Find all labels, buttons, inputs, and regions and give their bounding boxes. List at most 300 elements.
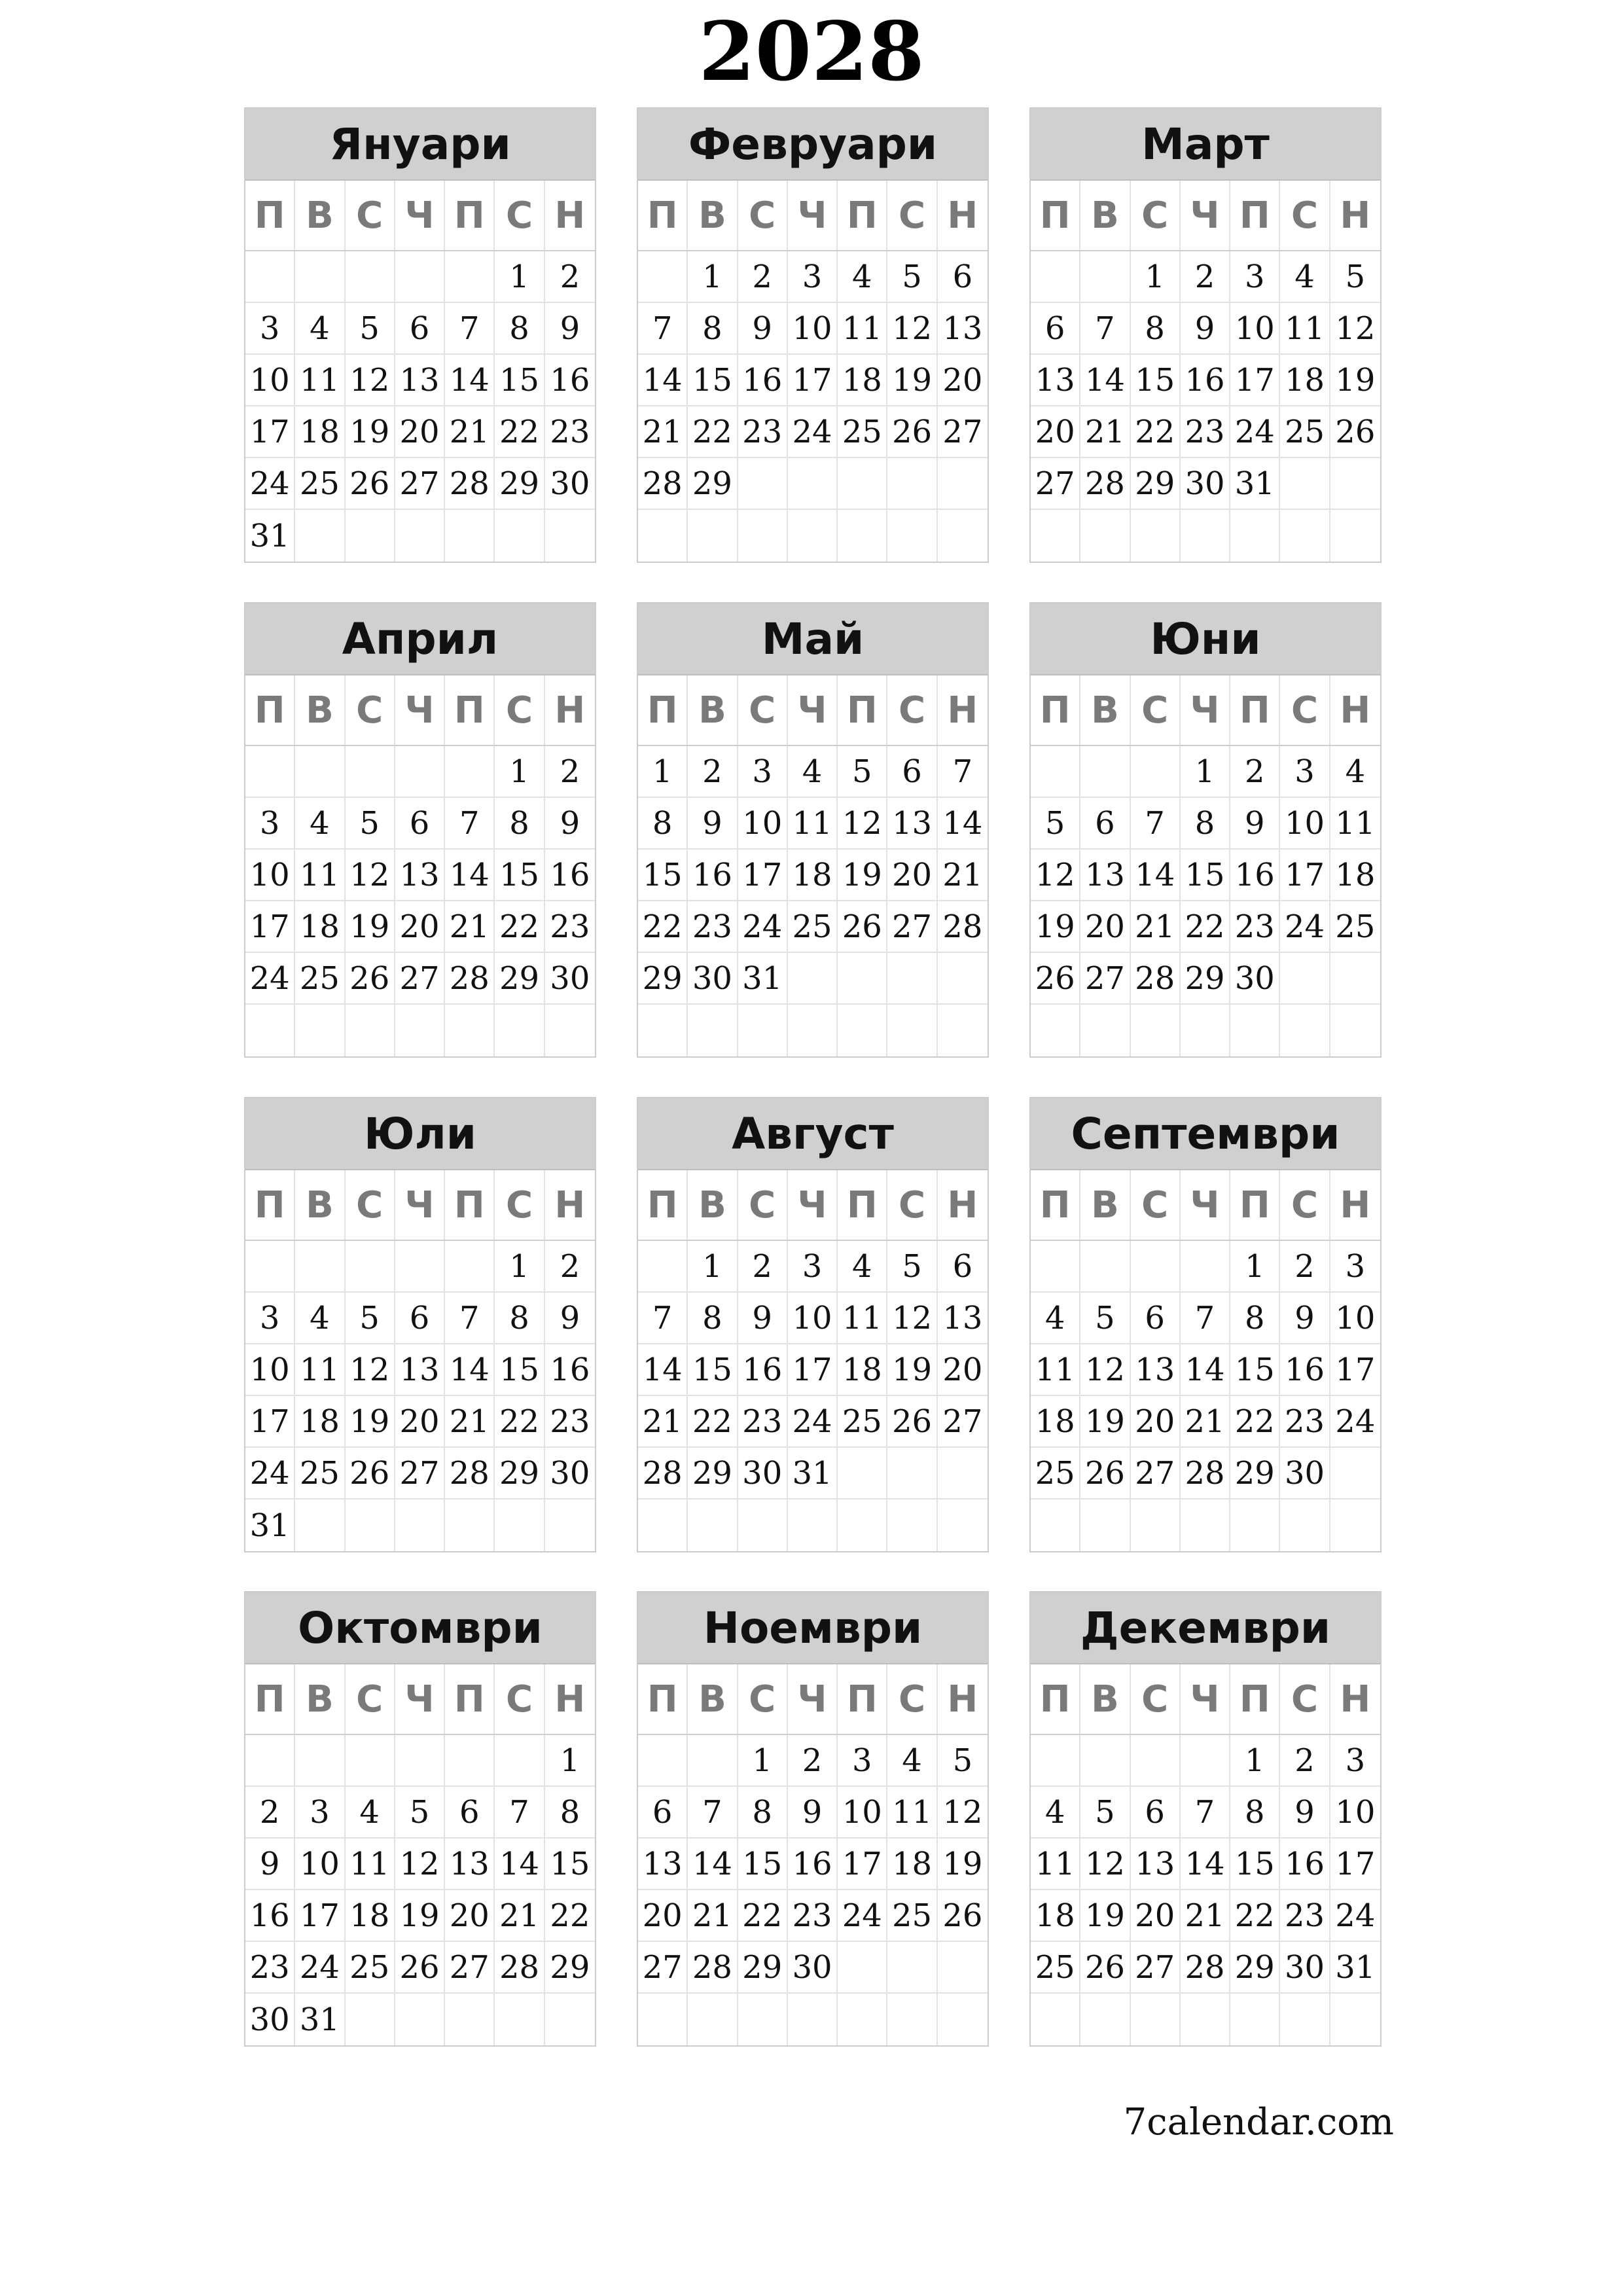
day-cell [295,746,345,798]
day-cell: 10 [295,1839,345,1890]
day-cell: 17 [245,406,295,458]
day-cell: 27 [1031,458,1080,510]
day-cell: 17 [1280,850,1330,901]
day-cell: 16 [1280,1839,1330,1890]
day-cell: 20 [1031,406,1080,458]
day-cell: 13 [638,1839,688,1890]
day-cell: 14 [1181,1839,1230,1890]
day-cell: 15 [495,355,544,406]
day-cell [1031,251,1080,303]
day-cell [346,510,395,562]
day-cell: 29 [688,458,738,510]
day-cell: 29 [738,1942,788,1994]
day-cell: 20 [1131,1396,1181,1448]
day-cell [445,1994,495,2045]
day-cell: 28 [938,901,988,953]
day-cell: 27 [887,901,937,953]
day-cell: 26 [1330,406,1380,458]
weekday-label: С [887,1170,937,1240]
day-cell [495,1735,544,1787]
day-cell: 9 [545,798,595,850]
day-cell [346,746,395,798]
weekday-label: С [1131,181,1181,250]
weekday-header-row [245,675,595,746]
day-cell: 3 [1330,1735,1380,1787]
day-cell: 4 [1330,746,1380,798]
weekday-label: П [445,181,495,250]
day-cell: 14 [1080,355,1130,406]
day-cell: 10 [1330,1293,1380,1344]
day-cell: 15 [738,1839,788,1890]
day-cell: 20 [938,355,988,406]
day-cell: 20 [1080,901,1130,953]
weekday-label: В [295,1170,345,1240]
month-block [1029,1591,1382,2047]
year-title: 2028 [698,5,925,99]
day-cell: 2 [245,1787,295,1839]
day-cell: 5 [838,746,887,798]
day-cell [1280,1994,1330,2045]
weekday-label: В [1080,1664,1130,1734]
day-cell [1131,1994,1181,2045]
weekday-label: П [1230,675,1280,745]
day-cell: 9 [245,1839,295,1890]
day-cell: 24 [1330,1890,1380,1942]
day-cell: 18 [1280,355,1330,406]
day-cell: 29 [1131,458,1181,510]
day-cell [445,1735,495,1787]
day-cell: 3 [1230,251,1280,303]
day-cell: 6 [445,1787,495,1839]
day-cell: 14 [445,850,495,901]
day-cell: 15 [638,850,688,901]
day-cell: 23 [245,1942,295,1994]
weekday-label: С [346,675,395,745]
day-cell: 30 [788,1942,838,1994]
weekday-label: В [1080,1170,1130,1240]
day-cell: 28 [495,1942,544,1994]
day-cell: 16 [1280,1344,1330,1396]
day-cell: 3 [788,251,838,303]
weekday-label: П [1230,181,1280,250]
day-cell: 4 [838,251,887,303]
day-cell: 13 [1131,1344,1181,1396]
day-cell: 10 [245,1344,295,1396]
day-cell [545,1499,595,1551]
day-cell: 25 [838,406,887,458]
day-cell: 3 [245,798,295,850]
day-cell: 19 [1080,1890,1130,1942]
day-cell: 10 [1330,1787,1380,1839]
day-cell: 18 [295,406,345,458]
day-cell: 9 [738,1293,788,1344]
day-cell: 1 [1131,251,1181,303]
day-cell: 5 [938,1735,988,1787]
day-cell: 19 [887,355,937,406]
month-block [1029,602,1382,1058]
day-cell [1031,510,1080,562]
weekday-label: С [346,1664,395,1734]
day-cell [938,1942,988,1994]
day-cell: 5 [346,798,395,850]
day-cell [495,1994,544,2045]
day-cell: 31 [788,1448,838,1499]
day-cell [1131,1499,1181,1551]
day-cell: 21 [938,850,988,901]
day-cell: 7 [938,746,988,798]
day-cell: 2 [788,1735,838,1787]
day-cell: 15 [688,1344,738,1396]
day-cell [887,1942,937,1994]
day-cell: 23 [1280,1890,1330,1942]
day-cell: 8 [1181,798,1230,850]
weekday-label: Н [947,1677,978,1721]
day-cell [688,1994,738,2045]
day-cell: 8 [545,1787,595,1839]
day-cell: 18 [838,1344,887,1396]
weekday-label: С [738,1170,788,1240]
weekday-label: В [1080,675,1130,745]
weekday-label: В [295,675,345,745]
day-cell: 8 [495,1293,544,1344]
day-cell: 7 [638,303,688,355]
day-cell [788,1005,838,1056]
day-cell: 5 [1330,251,1380,303]
day-cell: 22 [495,406,544,458]
day-cell: 5 [887,251,937,303]
day-cell: 31 [1330,1942,1380,1994]
day-cell: 12 [346,355,395,406]
day-cell: 16 [1230,850,1280,901]
day-cell: 18 [887,1839,937,1890]
weekday-label: В [1080,181,1130,250]
day-cell: 29 [1230,1448,1280,1499]
day-cell [838,510,887,562]
day-cell: 21 [495,1890,544,1942]
day-cell [1181,510,1230,562]
day-cell: 14 [638,1344,688,1396]
day-cell: 26 [346,458,395,510]
day-cell: 23 [1181,406,1230,458]
weekday-label: П [838,1664,887,1734]
weekday-label: Ч [395,1170,445,1240]
weekday-label: П [1230,1170,1280,1240]
day-cell: 27 [445,1942,495,1994]
day-cell: 18 [295,1396,345,1448]
day-cell: 10 [838,1787,887,1839]
day-cell: 14 [938,798,988,850]
day-cell [1031,1499,1080,1551]
weekday-label: П [245,1170,295,1240]
day-cell: 12 [1080,1344,1130,1396]
day-cell: 30 [1230,953,1280,1005]
weekday-label: П [1031,1664,1080,1734]
day-cell [445,1005,495,1056]
weekday-label: Н [1340,194,1371,237]
weekday-label: Н [947,1183,978,1227]
month-name: Август [638,1098,988,1170]
day-cell: 27 [1080,953,1130,1005]
day-cell: 21 [1080,406,1130,458]
day-cell: 28 [1181,1942,1230,1994]
day-cell [1230,1994,1280,2045]
day-cell [638,251,688,303]
days-grid [638,746,988,1056]
month-name: Декември [1031,1592,1380,1664]
month-name: Септември [1031,1098,1380,1170]
day-cell: 16 [688,850,738,901]
day-cell: 13 [938,1293,988,1344]
weekday-label: П [838,675,887,745]
weekday-label: С [887,181,937,250]
weekday-label: П [1031,1170,1080,1240]
day-cell: 28 [445,458,495,510]
day-cell [738,1499,788,1551]
day-cell [1080,746,1130,798]
weekday-label: П [245,675,295,745]
day-cell [1131,746,1181,798]
days-grid [1031,746,1380,1056]
month-block [637,1591,989,2047]
day-cell: 10 [788,303,838,355]
day-cell: 24 [245,1448,295,1499]
day-cell: 19 [838,850,887,901]
day-cell: 28 [445,1448,495,1499]
weekday-label: С [1280,181,1330,250]
day-cell: 23 [738,1396,788,1448]
day-cell [346,1241,395,1293]
day-cell: 14 [688,1839,738,1890]
day-cell: 3 [245,1293,295,1344]
weekday-label: Ч [1181,1664,1230,1734]
day-cell [738,1994,788,2045]
day-cell: 17 [788,355,838,406]
day-cell [445,510,495,562]
day-cell [245,251,295,303]
weekday-label: П [838,181,887,250]
day-cell: 8 [738,1787,788,1839]
day-cell: 7 [445,1293,495,1344]
day-cell: 31 [245,1499,295,1551]
day-cell: 11 [295,850,345,901]
day-cell: 21 [1181,1396,1230,1448]
day-cell: 14 [638,355,688,406]
day-cell: 22 [738,1890,788,1942]
day-cell [688,1499,738,1551]
day-cell [346,1735,395,1787]
day-cell: 5 [1080,1293,1130,1344]
day-cell [1230,1499,1280,1551]
day-cell: 25 [346,1942,395,1994]
day-cell [445,1499,495,1551]
day-cell: 15 [1131,355,1181,406]
month-name: Юли [245,1098,595,1170]
day-cell: 23 [545,901,595,953]
day-cell: 28 [638,458,688,510]
month-block [1029,107,1382,563]
day-cell: 12 [346,850,395,901]
weekday-label: В [688,1664,738,1734]
day-cell: 16 [1181,355,1230,406]
day-cell [788,1499,838,1551]
day-cell: 26 [887,406,937,458]
day-cell: 17 [1330,1344,1380,1396]
day-cell [545,1005,595,1056]
day-cell [887,953,937,1005]
month-name: Ноември [638,1592,988,1664]
day-cell: 14 [1131,850,1181,901]
day-cell: 6 [1031,303,1080,355]
day-cell: 8 [688,303,738,355]
day-cell: 9 [1230,798,1280,850]
day-cell [1031,1241,1080,1293]
weekday-label: С [887,1664,937,1734]
day-cell: 3 [738,746,788,798]
month-name: Юни [1031,603,1380,675]
day-cell [838,458,887,510]
day-cell: 1 [1181,746,1230,798]
weekday-label: П [1230,1664,1280,1734]
day-cell: 24 [1230,406,1280,458]
day-cell [295,1735,345,1787]
day-cell [1330,510,1380,562]
day-cell: 3 [245,303,295,355]
day-cell: 1 [638,746,688,798]
day-cell: 5 [1031,798,1080,850]
day-cell [887,1499,937,1551]
day-cell: 3 [838,1735,887,1787]
day-cell [638,1735,688,1787]
weekday-header-row [1031,1170,1380,1241]
day-cell: 29 [638,953,688,1005]
day-cell: 27 [1131,1942,1181,1994]
weekday-label: Ч [1181,1170,1230,1240]
day-cell: 26 [346,1448,395,1499]
day-cell [938,1499,988,1551]
day-cell: 14 [495,1839,544,1890]
day-cell: 30 [688,953,738,1005]
day-cell: 13 [1080,850,1130,901]
day-cell: 5 [346,1293,395,1344]
day-cell [788,510,838,562]
weekday-label: В [688,1170,738,1240]
month-block [244,602,596,1058]
day-cell: 25 [838,1396,887,1448]
day-cell: 13 [395,1344,445,1396]
day-cell [395,746,445,798]
day-cell: 17 [245,1396,295,1448]
day-cell: 1 [495,746,544,798]
day-cell: 25 [295,458,345,510]
day-cell [1280,1499,1330,1551]
days-grid [245,251,595,562]
weekday-label: П [1031,181,1080,250]
day-cell: 18 [346,1890,395,1942]
day-cell: 17 [1330,1839,1380,1890]
weekday-header-row [245,181,595,251]
day-cell [738,510,788,562]
day-cell [1280,458,1330,510]
day-cell: 1 [688,1241,738,1293]
day-cell: 20 [395,406,445,458]
weekday-header-row [245,1664,595,1735]
day-cell: 2 [1181,251,1230,303]
day-cell: 8 [495,798,544,850]
day-cell: 13 [1031,355,1080,406]
day-cell: 30 [245,1994,295,2045]
day-cell [688,1005,738,1056]
day-cell: 22 [495,1396,544,1448]
day-cell: 27 [395,1448,445,1499]
days-grid [245,1241,595,1551]
day-cell [395,1735,445,1787]
day-cell [887,1994,937,2045]
day-cell: 17 [788,1344,838,1396]
day-cell: 8 [688,1293,738,1344]
day-cell: 22 [495,901,544,953]
day-cell: 26 [1080,1942,1130,1994]
day-cell: 16 [738,1344,788,1396]
weekday-label: С [1131,1170,1181,1240]
day-cell: 25 [788,901,838,953]
weekday-label: Ч [1181,675,1230,745]
day-cell [346,1499,395,1551]
day-cell: 24 [1280,901,1330,953]
day-cell [545,1994,595,2045]
day-cell [938,510,988,562]
day-cell: 4 [295,798,345,850]
day-cell: 10 [245,850,295,901]
day-cell: 30 [1280,1448,1330,1499]
day-cell [1181,1241,1230,1293]
day-cell [1330,1994,1380,2045]
day-cell: 26 [1080,1448,1130,1499]
day-cell: 21 [638,406,688,458]
day-cell: 6 [638,1787,688,1839]
day-cell [1131,1735,1181,1787]
day-cell: 7 [1181,1787,1230,1839]
month-name: Април [245,603,595,675]
day-cell: 6 [938,1241,988,1293]
weekday-header-row [1031,675,1380,746]
day-cell: 22 [545,1890,595,1942]
weekday-label: С [1131,675,1181,745]
day-cell [295,1005,345,1056]
day-cell [445,746,495,798]
day-cell [738,1005,788,1056]
day-cell [938,1994,988,2045]
weekday-label: П [638,675,688,745]
day-cell: 13 [887,798,937,850]
day-cell: 7 [1131,798,1181,850]
day-cell: 7 [688,1787,738,1839]
day-cell: 3 [788,1241,838,1293]
day-cell: 21 [445,406,495,458]
day-cell [788,953,838,1005]
day-cell: 11 [1330,798,1380,850]
footer-website-link[interactable]: 7calendar.com [1123,2101,1394,2144]
weekday-header-row [245,1170,595,1241]
day-cell [1280,1005,1330,1056]
weekday-label: В [295,181,345,250]
weekday-label: П [245,181,295,250]
day-cell: 30 [545,1448,595,1499]
day-cell: 27 [395,953,445,1005]
day-cell: 21 [638,1396,688,1448]
day-cell: 16 [788,1839,838,1890]
day-cell: 15 [495,850,544,901]
day-cell: 22 [1131,406,1181,458]
